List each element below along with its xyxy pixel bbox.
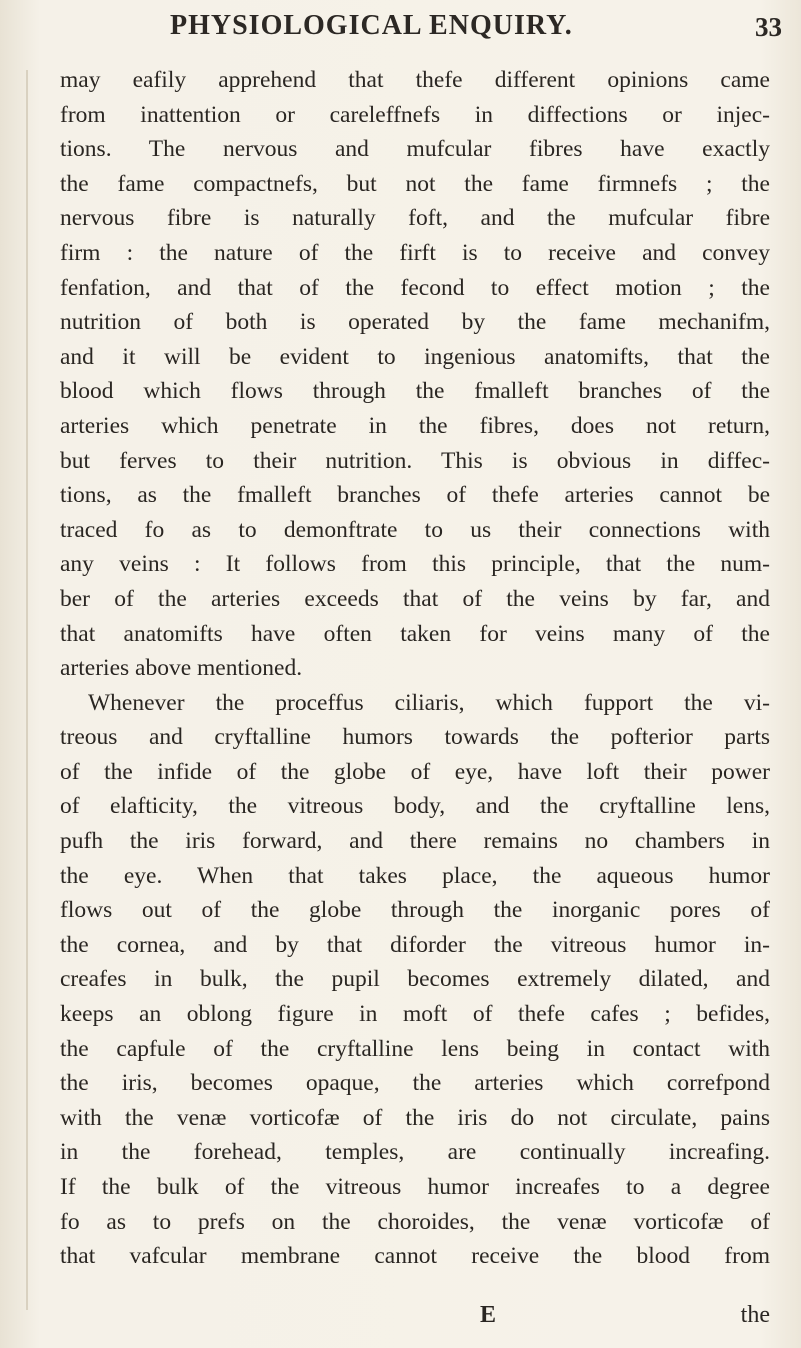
text-line: the iris, becomes opaque, the arteries which correfpond <box>60 1070 770 1097</box>
page-header <box>60 10 788 60</box>
text-line: If the bulk of the vitreous humor increafes to a degree <box>60 1174 770 1200</box>
paragraph-start-line: Whenever the proceffus ciliaris, which fupport the vi- <box>88 689 770 716</box>
text-line: and it will be evident to ingenious anatomifts, that the <box>60 343 770 370</box>
text-line: any veins : It follows from this principle, that the num- <box>60 551 770 578</box>
text-line: in the forehead, temples, are continually increafing. <box>60 1139 770 1166</box>
text-line: with the venæ vorticofæ of the iris do not circulate, pains <box>60 1104 770 1131</box>
text-line: creafes in bulk, the pupil becomes extremely dilated, and <box>60 966 770 993</box>
text-line: pufh the iris forward, and there remains no chambers in <box>60 828 770 855</box>
body-text <box>60 63 770 1274</box>
text-line: fo as to prefs on the choroides, the venæ vorticofæ of <box>60 1208 770 1235</box>
text-line: ber of the arteries exceeds that of the veins by far, and <box>60 585 770 612</box>
text-line: arteries which penetrate in the fibres, does not return, <box>60 412 770 439</box>
text-line: from inattention or careleffnefs in diffections or injec- <box>60 101 770 128</box>
page-number: 33 <box>755 12 782 42</box>
signature-mark: E <box>480 1302 497 1328</box>
text-line: of elafticity, the vitreous body, and the cryftalline lens, <box>60 793 770 820</box>
text-line: the cornea, and by that diforder the vitreous humor in- <box>60 931 770 958</box>
catchword: the <box>740 1302 770 1328</box>
text-line: tions. The nervous and mufcular fibres have exactly <box>60 136 770 163</box>
text-line: flows out of the globe through the inorganic pores of <box>60 897 770 924</box>
text-line: nervous fibre is naturally foft, and the mufcular fibre <box>60 205 770 232</box>
text-line: tions, as the fmalleft branches of thefe arteries cannot be <box>60 482 770 509</box>
text-line: firm : the nature of the firft is to receive and convey <box>60 239 770 266</box>
running-head: PHYSIOLOGICAL ENQUIRY. <box>170 10 573 41</box>
text-line: of the infide of the globe of eye, have loft their power <box>60 758 770 785</box>
text-line: keeps an oblong figure in moft of thefe cafes ; befides, <box>60 1001 770 1028</box>
text-line: the eye. When that takes place, the aqueous humor <box>60 862 770 889</box>
text-line: that vafcular membrane cannot receive the blood from <box>60 1243 770 1270</box>
page-footer <box>60 1302 770 1338</box>
paragraph-end-line: arteries above mentioned. <box>60 655 303 682</box>
text-line: nutrition of both is operated by the fame mechanifm, <box>60 309 770 336</box>
text-line: traced fo as to demonftrate to us their connections with <box>60 516 770 543</box>
text-line: blood which flows through the fmalleft branches of the <box>60 378 770 405</box>
text-line: that anatomifts have often taken for veins many of the <box>60 620 770 647</box>
text-line: but ferves to their nutrition. This is obvious in diffec- <box>60 447 770 474</box>
text-line: treous and cryftalline humors towards the pofterior parts <box>60 724 770 751</box>
binding-shadow <box>26 70 28 1310</box>
text-line: fenfation, and that of the fecond to effect motion ; the <box>60 274 770 301</box>
text-line: the fame compactnefs, but not the fame firmnefs ; the <box>60 170 770 197</box>
text-line: the capfule of the cryftalline lens being in contact with <box>60 1035 770 1062</box>
text-line: may eafily apprehend that thefe different opinions came <box>60 67 770 93</box>
